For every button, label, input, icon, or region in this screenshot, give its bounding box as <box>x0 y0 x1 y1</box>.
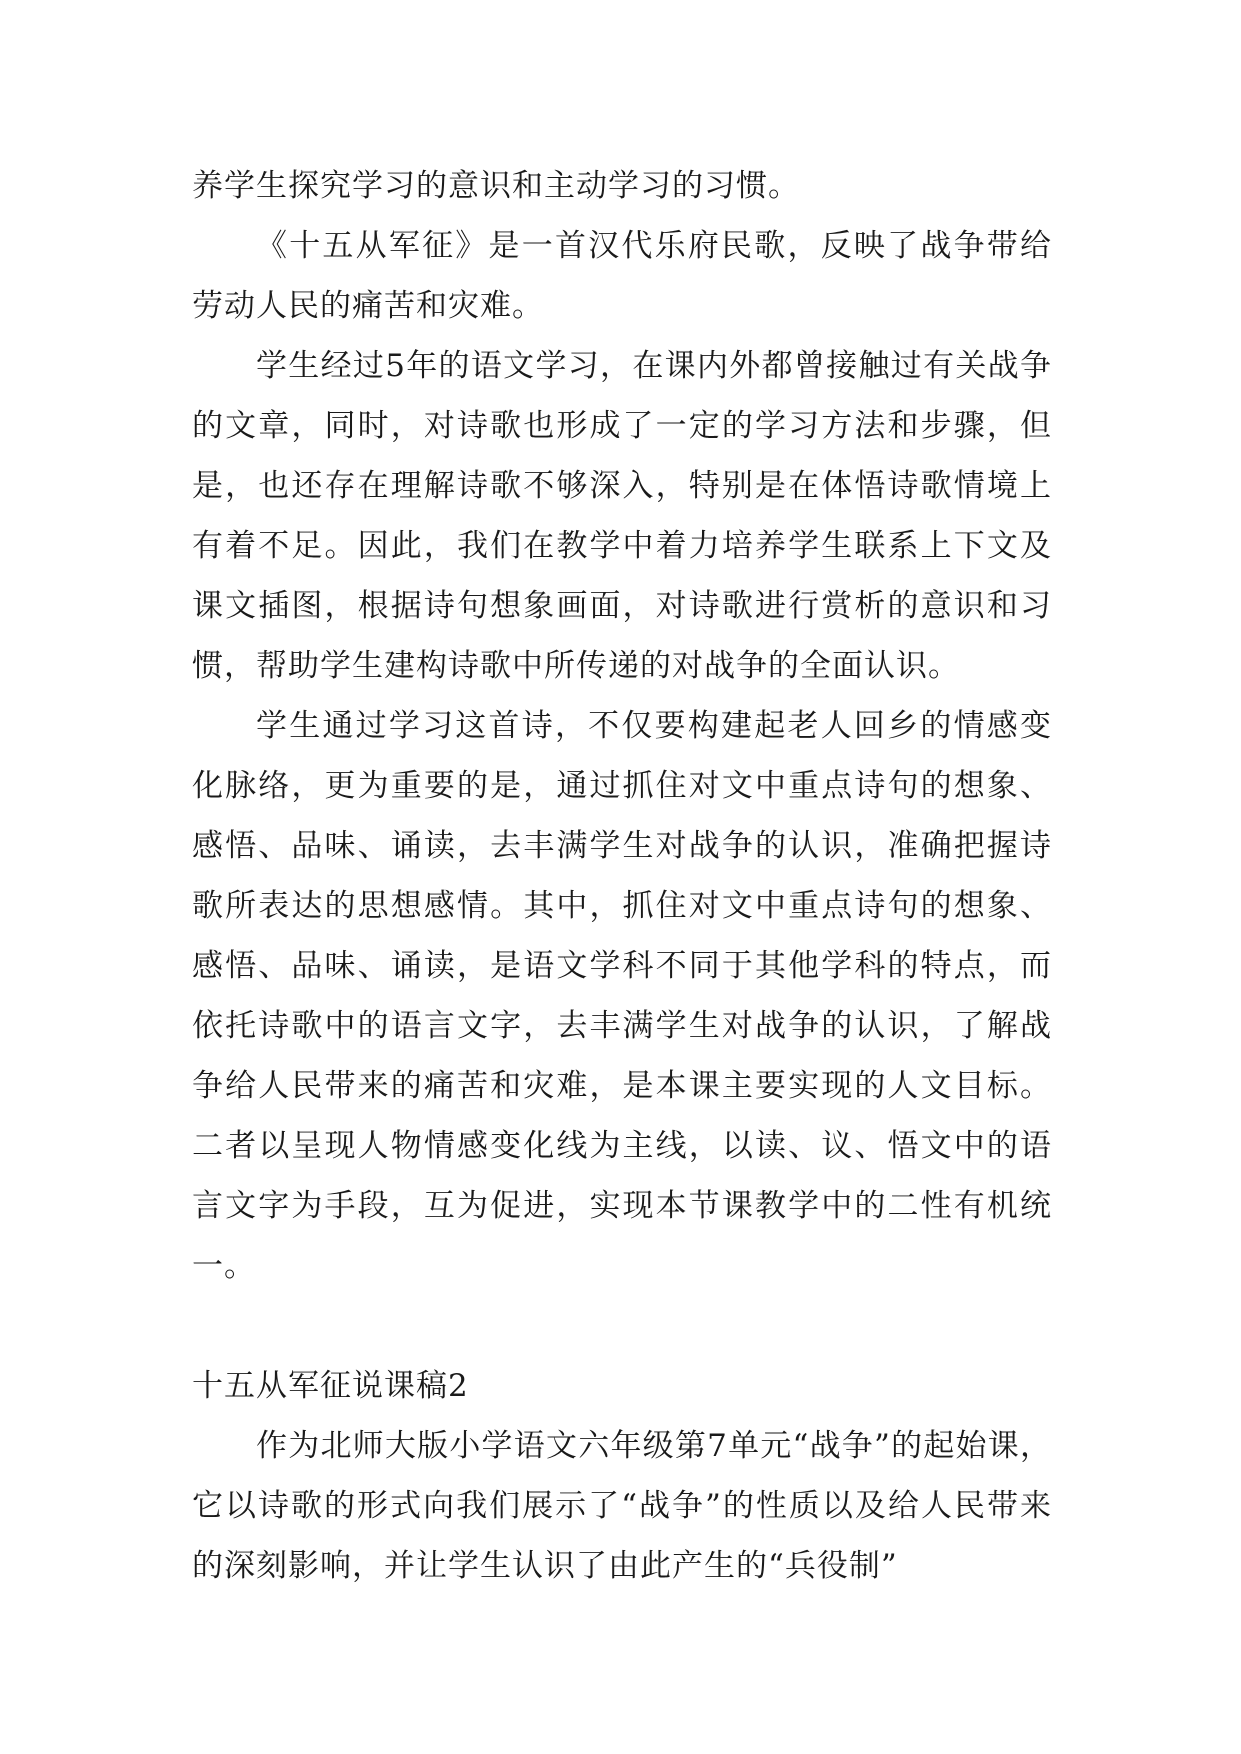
paragraph-poem-intro: 《十五从军征》是一首汉代乐府民歌，反映了战争带给劳动人民的痛苦和灾难。 <box>192 228 1052 324</box>
paragraph-student-background: 学生经过5年的语文学习，在课内外都曾接触过有关战争的文章，同时，对诗歌也形成了一定的学习方法和步骤，但是，也还存在理解诗歌不够深入，特别是在体悟诗歌情境上有着不足。因此，我们在教学中着力培养学生联系上下文及课文插图，根据诗句想象画面，对诗歌进行赏析的意识和习惯，帮助学生建构诗歌中所传递的对战争的全面认识。 <box>192 348 1052 684</box>
document-body <box>192 156 1052 1596</box>
paragraph-learning-goals: 学生通过学习这首诗，不仅要构建起老人回乡的情感变化脉络，更为重要的是，通过抓住对文中重点诗句的想象、感悟、品味、诵读，去丰满学生对战争的认识，准确把握诗歌所表达的思想感情。其中，抓住对文中重点诗句的想象、感悟、品味、诵读，是语文学科不同于其他学科的特点，而依托诗歌中的语言文字，去丰满学生对战争的认识，了解战争给人民带来的痛苦和灾难，是本课主要实现的人文目标。二者以呈现人物情感变化线为主线，以读、议、悟文中的语言文字为手段，互为促进，实现本节课教学中的二性有机统一。 <box>192 708 1052 1284</box>
paragraph-continuation: 养学生探究学习的意识和主动学习的习惯。 <box>192 168 800 204</box>
section-title: 十五从军征说课稿2 <box>192 1368 469 1404</box>
paragraph-section-intro: 作为北师大版小学语文六年级第7单元“战争”的起始课，它以诗歌的形式向我们展示了“战争”的性质以及给人民带来的深刻影响，并让学生认识了由此产生的“兵役制” <box>192 1428 1052 1584</box>
